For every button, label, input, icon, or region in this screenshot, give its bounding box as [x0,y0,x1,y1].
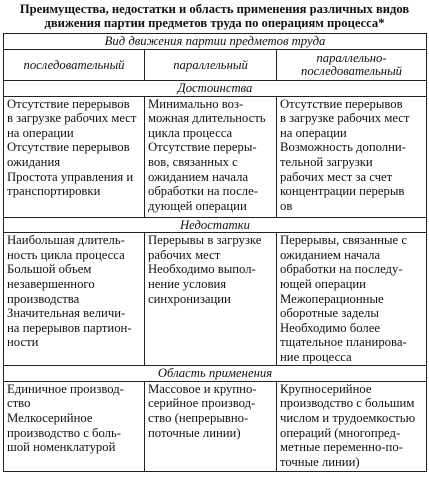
cell-text-line: Мелкосерийное [7,410,93,425]
cell-text-line: Перерывы в загрузке [148,233,262,248]
column-header-sequential: последовательный [4,50,145,81]
section-label-advantages: Достоинства [4,81,427,97]
table-row-disadvantages [4,233,427,366]
table-title-line-1: Преимущества, недостатки и область применения различных видов [19,2,410,16]
cell-text-line: ство (непрерывно- [148,410,249,425]
cell-text-line: ство [7,396,31,411]
cell-text-line: Отсутствие перерывов [280,96,403,111]
cell-text-line: вов, связанных с [148,154,238,169]
comparison-table [3,33,427,472]
section-label-disadvantages: Недостатки [4,217,427,233]
cell-text-line: концентрации перерыв [280,184,405,199]
cell-text-line: нение условия [148,276,227,291]
cell-text-line: Возможность дополни- [280,140,406,155]
advantages-sequential-cell [4,96,145,217]
cell-text-line: Необходимо выпол- [148,262,256,277]
cell-text-line: Отсутствие перерывов [7,140,130,155]
table-row-scope [4,381,427,471]
cell-text-line: поточные линии) [148,425,241,440]
cell-text-line: на операции [280,125,347,140]
disadvantages-parallel-cell [145,233,277,366]
cell-text-line: рабочих мест за счет [280,169,393,184]
cell-text-line: ность цикла процесса [7,247,125,262]
cell-text-line: оборотные заделы [280,306,379,321]
cell-text-line: обработки на последу- [280,262,403,277]
table-title [0,2,429,30]
cell-text-line: производство с боль- [7,425,121,440]
cell-text-line: метные переменно-по- [280,440,403,455]
column-header-parallel-sequential-line-2: последовательный [300,64,403,78]
cell-text-line: обработки на после- [148,184,258,199]
cell-text-line: можная длительность [148,111,266,126]
cell-text-line: Необходимо более [280,320,380,335]
disadvantages-parallel-sequential-cell [277,233,427,366]
section-row-scope [4,366,427,382]
cell-text-line: тельной загрузки [280,154,373,169]
advantages-parallel-sequential-cell [277,96,427,217]
cell-text-line: ние процесса [280,349,352,364]
section-row-disadvantages [4,217,427,233]
cell-text-line: серийное производ- [148,396,256,411]
column-header-parallel: параллельный [145,50,277,81]
cell-text-line: Отсутствие переры- [148,140,257,155]
cell-text-line: операций (многопред- [280,425,401,440]
cell-text-line: на перерывов партион- [7,320,132,335]
cell-text-line: тщательное планирова- [280,335,407,350]
cell-text-line: незавершенного [7,276,95,291]
cell-text-line: транспортировки [7,184,101,199]
cell-text-line: производство с большим [280,396,415,411]
cell-text-line: Крупносерийное [280,381,372,396]
cell-text-line: ожидания [7,154,61,169]
cell-text-line: точные линии) [280,454,360,469]
cell-text-line: цикла процесса [148,125,233,140]
table-title-line-2: движения партии предметов труда по операциям процесса* [44,16,385,30]
cell-text-line: Отсутствие перерывов [7,96,130,111]
advantages-parallel-cell [145,96,277,217]
cell-text-line: ов [280,198,293,213]
cell-text-line: Межоперационные [280,291,384,306]
cell-text-line: в загрузке рабочих мест [280,111,410,126]
cell-text-line: Единичное производ- [7,381,124,396]
cell-text-line: Минимально воз- [148,96,244,111]
cell-text-line: ожиданием начала [280,247,381,262]
cell-text-line: ющей операции [280,276,366,291]
cell-text-line: Наибольшая длитель- [7,233,125,248]
cell-text-line: Значительная величи- [7,306,126,321]
scope-parallel-sequential-cell [277,381,427,471]
column-header-parallel-sequential [277,50,427,81]
scope-sequential-cell [4,381,145,471]
cell-text-line: Перерывы, связанные с [280,233,407,248]
cell-text-line: шой номенклатурой [7,440,116,455]
cell-text-line: дующей операции [148,198,247,213]
cell-text-line: на операции [7,125,74,140]
header-main: Вид движения партии предметов труда [4,34,427,50]
table-row-advantages [4,96,427,217]
column-header-row [4,50,427,81]
scope-parallel-cell [145,381,277,471]
section-row-advantages [4,81,427,97]
cell-text-line: Простота управления и [7,169,134,184]
cell-text-line: числом и трудоемкостью [280,410,416,425]
cell-text-line: ожиданием начала [148,169,249,184]
table-header-row [4,34,427,50]
section-label-scope: Область применения [4,366,427,382]
cell-text-line: в загрузке рабочих мест [7,111,137,126]
cell-text-line: рабочих мест [148,247,221,262]
cell-text-line: синхронизации [148,291,231,306]
column-header-parallel-sequential-line-1: параллельно- [316,51,387,65]
cell-text-line: ности [7,335,39,350]
cell-text-line: Массовое и крупно- [148,381,257,396]
cell-text-line: производства [7,291,80,306]
disadvantages-sequential-cell [4,233,145,366]
cell-text-line: Большой объем [7,262,92,277]
